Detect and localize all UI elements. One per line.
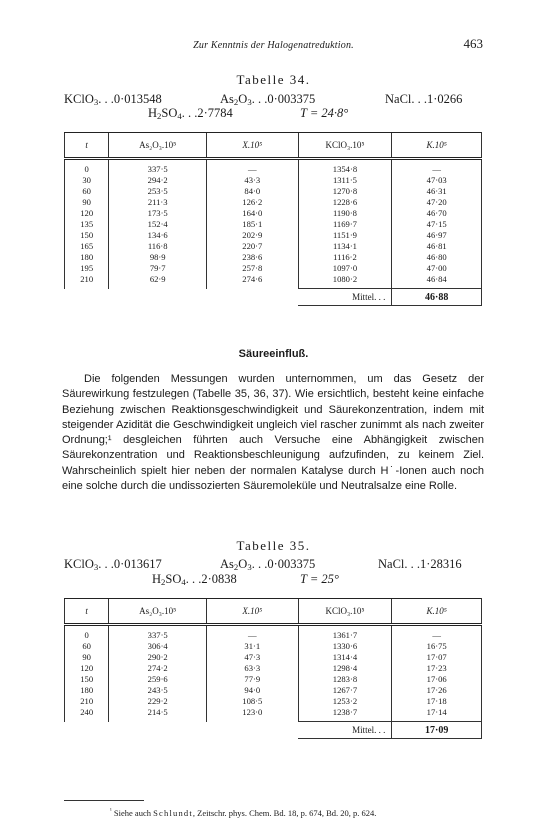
table-34 [64, 132, 482, 306]
table-cell: 274·6 [207, 274, 298, 289]
table-cell: 306·4 [109, 641, 207, 652]
table-35-h2so4: $H_2SO_4$. . .2·0838 [152, 572, 237, 587]
column-header: KClO₃.10⁵ [298, 133, 392, 159]
table-row [65, 208, 482, 219]
table-cell: 47·20 [392, 197, 482, 208]
column-header: As₂O₃.10⁵ [109, 133, 207, 159]
table-cell: 47·15 [392, 219, 482, 230]
table-cell: 1253·2 [298, 696, 392, 707]
table-cell: 17·07 [392, 652, 482, 663]
table-cell: 229·2 [109, 696, 207, 707]
table-34-kclo3: KClO$_3$. . .0·013548 [64, 92, 162, 107]
mean-label: Mittel. . . [298, 289, 392, 306]
table-cell: 164·0 [207, 208, 298, 219]
table-cell: 17·18 [392, 696, 482, 707]
table-cell: 1354·8 [298, 159, 392, 176]
running-title: Zur Kenntnis der Halogenatreduktion. [193, 40, 354, 51]
table-cell: 1116·2 [298, 252, 392, 263]
table-cell: 62·9 [109, 274, 207, 289]
table-row [65, 159, 482, 176]
table-row [65, 175, 482, 186]
table-34-temperature: T = 24·8° [300, 106, 349, 120]
table-cell: 1267·7 [298, 685, 392, 696]
table-cell: 337·5 [109, 159, 207, 176]
mean-value: 46·88 [392, 289, 482, 306]
table-cell: 165 [65, 241, 109, 252]
table-cell: 120 [65, 208, 109, 219]
table-cell: 1134·1 [298, 241, 392, 252]
table-cell: 294·2 [109, 175, 207, 186]
table-cell: 220·7 [207, 241, 298, 252]
column-header: X.10⁵ [207, 133, 298, 159]
table-cell: 17·14 [392, 707, 482, 722]
table-row [65, 707, 482, 722]
table-cell: 79·7 [109, 263, 207, 274]
table-cell: 1283·8 [298, 674, 392, 685]
table-34-nacl: NaCl. . .1·0266 [385, 92, 463, 106]
footnote-marker: ¹ [110, 808, 112, 815]
body-paragraph: Die folgenden Messungen wurden unternommen, um das Gesetz der Säurewirkung festzulegen (Tabelle 35, 36, 37). Wie ersichtlich, besteht keine einfache Beziehung zwischen Reaktionsgeschwindigkeit und Säurekonzentration, indem mit steigender Azidität die Geschwindigkeit ungleich viel rascher zunimmt als nach zweiter Ordnung;¹ desgleichen führten auch Versuche eine Abhängigkeit zwischen Säurekonzentration und Reaktionsbeschleunigung aufzufinden, zu keinem Ziel. Wahrscheinlich spielt hier neben der normalen Katalyse durch H˙-Ionen auch noch eine solche durch die undissozierten Säuremoleküle und Neutralsalze eine Rolle. [62, 373, 484, 493]
mean-label: Mittel. . . [298, 722, 392, 739]
section-heading: Säureeinfluß. [238, 348, 309, 360]
table-cell: 1270·8 [298, 186, 392, 197]
table-cell: 274·2 [109, 663, 207, 674]
table-cell: 1169·7 [298, 219, 392, 230]
table-34-as2o3: $As_2O_3$. . .0·003375 [220, 92, 316, 107]
table-cell: 0 [65, 625, 109, 642]
column-header: t [65, 599, 109, 625]
table-row [65, 625, 482, 642]
table-cell: 1080·2 [298, 274, 392, 289]
table-cell: 17·26 [392, 685, 482, 696]
table-cell: 1097·0 [298, 263, 392, 274]
table-cell: 77·9 [207, 674, 298, 685]
table-cell: 337·5 [109, 625, 207, 642]
table-cell: — [207, 159, 298, 176]
table-cell: 90 [65, 197, 109, 208]
table-cell: 47·00 [392, 263, 482, 274]
table-cell: 46·80 [392, 252, 482, 263]
column-header: As₂O₃.10⁵ [109, 599, 207, 625]
table-cell: 211·3 [109, 197, 207, 208]
column-header: X.10⁵ [207, 599, 298, 625]
table-cell: 47·3 [207, 652, 298, 663]
table-row [65, 219, 482, 230]
mean-row [65, 722, 482, 739]
table-cell: 46·70 [392, 208, 482, 219]
table-cell: — [392, 159, 482, 176]
table-35-kclo3: KClO$_3$. . .0·013617 [64, 557, 162, 572]
table-row [65, 674, 482, 685]
table-cell: 116·8 [109, 241, 207, 252]
table-cell: 1314·4 [298, 652, 392, 663]
table-cell: 43·3 [207, 175, 298, 186]
table-cell: 1361·7 [298, 625, 392, 642]
table-cell: 210 [65, 274, 109, 289]
footnote-author: Schlundt [153, 808, 193, 818]
table-35-as2o3: $As_2O_3$. . .0·003375 [220, 557, 316, 572]
table-35 [64, 598, 482, 739]
table-cell: 1151·9 [298, 230, 392, 241]
table-cell: 46·31 [392, 186, 482, 197]
table-cell: 90 [65, 652, 109, 663]
mean-row [65, 289, 482, 306]
column-header: K.10⁵ [392, 133, 482, 159]
table-cell: 1330·6 [298, 641, 392, 652]
column-header: KClO₃.10⁵ [298, 599, 392, 625]
table-cell: 238·6 [207, 252, 298, 263]
table-cell: 63·3 [207, 663, 298, 674]
footnote: $^{^1}$ Siehe auch Schlundt, Zeitschr. phys. Chem. Bd. 18, p. 674, Bd. 20, p. 624. [110, 808, 377, 818]
table-cell: 1228·6 [298, 197, 392, 208]
table-row [65, 197, 482, 208]
table-row [65, 252, 482, 263]
footnote-rule [64, 800, 144, 801]
table-cell: 152·4 [109, 219, 207, 230]
table-35-temperature: T = 25° [300, 572, 339, 586]
table-cell: 16·75 [392, 641, 482, 652]
table-cell: 60 [65, 641, 109, 652]
table-cell: 257·8 [207, 263, 298, 274]
table-row [65, 263, 482, 274]
table-cell: 46·81 [392, 241, 482, 252]
table-cell: 290·2 [109, 652, 207, 663]
table-34-h2so4: $H_2SO_4$. . .2·7784 [148, 106, 233, 121]
table-cell: — [392, 625, 482, 642]
table-cell: 150 [65, 230, 109, 241]
table-cell: 0 [65, 159, 109, 176]
table-row [65, 641, 482, 652]
table-cell: 108·5 [207, 696, 298, 707]
table-cell: 60 [65, 186, 109, 197]
table-header-row [65, 133, 482, 159]
table-row [65, 230, 482, 241]
table-row [65, 274, 482, 289]
table-cell: 240 [65, 707, 109, 722]
table-row [65, 663, 482, 674]
table-cell: 126·2 [207, 197, 298, 208]
table-cell: 94·0 [207, 685, 298, 696]
table-cell: 202·9 [207, 230, 298, 241]
table-cell: 1311·5 [298, 175, 392, 186]
table-cell: 253·5 [109, 186, 207, 197]
table-cell: — [207, 625, 298, 642]
table-cell: 150 [65, 674, 109, 685]
table-cell: 185·1 [207, 219, 298, 230]
table-cell: 47·03 [392, 175, 482, 186]
column-header: t [65, 133, 109, 159]
table-cell: 134·6 [109, 230, 207, 241]
table-cell: 180 [65, 685, 109, 696]
table-row [65, 652, 482, 663]
table-34-title: Tabelle 34. [236, 72, 311, 87]
table-cell: 17·06 [392, 674, 482, 685]
page-number: 463 [463, 36, 483, 51]
table-cell: 1298·4 [298, 663, 392, 674]
table-cell: 135 [65, 219, 109, 230]
table-cell: 46·84 [392, 274, 482, 289]
table-35-nacl: NaCl. . .1·28316 [378, 557, 462, 571]
table-cell: 98·9 [109, 252, 207, 263]
table-cell: 120 [65, 663, 109, 674]
mean-value: 17·09 [392, 722, 482, 739]
table-cell: 17·23 [392, 663, 482, 674]
table-row [65, 696, 482, 707]
table-row [65, 241, 482, 252]
table-header-row [65, 599, 482, 625]
table-cell: 1190·8 [298, 208, 392, 219]
table-cell: 259·6 [109, 674, 207, 685]
table-cell: 31·1 [207, 641, 298, 652]
column-header: K.10⁵ [392, 599, 482, 625]
table-cell: 84·0 [207, 186, 298, 197]
table-cell: 30 [65, 175, 109, 186]
table-cell: 214·5 [109, 707, 207, 722]
table-cell: 195 [65, 263, 109, 274]
table-cell: 180 [65, 252, 109, 263]
table-cell: 173·5 [109, 208, 207, 219]
table-cell: 243·5 [109, 685, 207, 696]
table-cell: 1238·7 [298, 707, 392, 722]
table-35-title: Tabelle 35. [236, 538, 311, 553]
table-cell: 46·97 [392, 230, 482, 241]
table-row [65, 685, 482, 696]
table-cell: 123·0 [207, 707, 298, 722]
table-row [65, 186, 482, 197]
table-cell: 210 [65, 696, 109, 707]
